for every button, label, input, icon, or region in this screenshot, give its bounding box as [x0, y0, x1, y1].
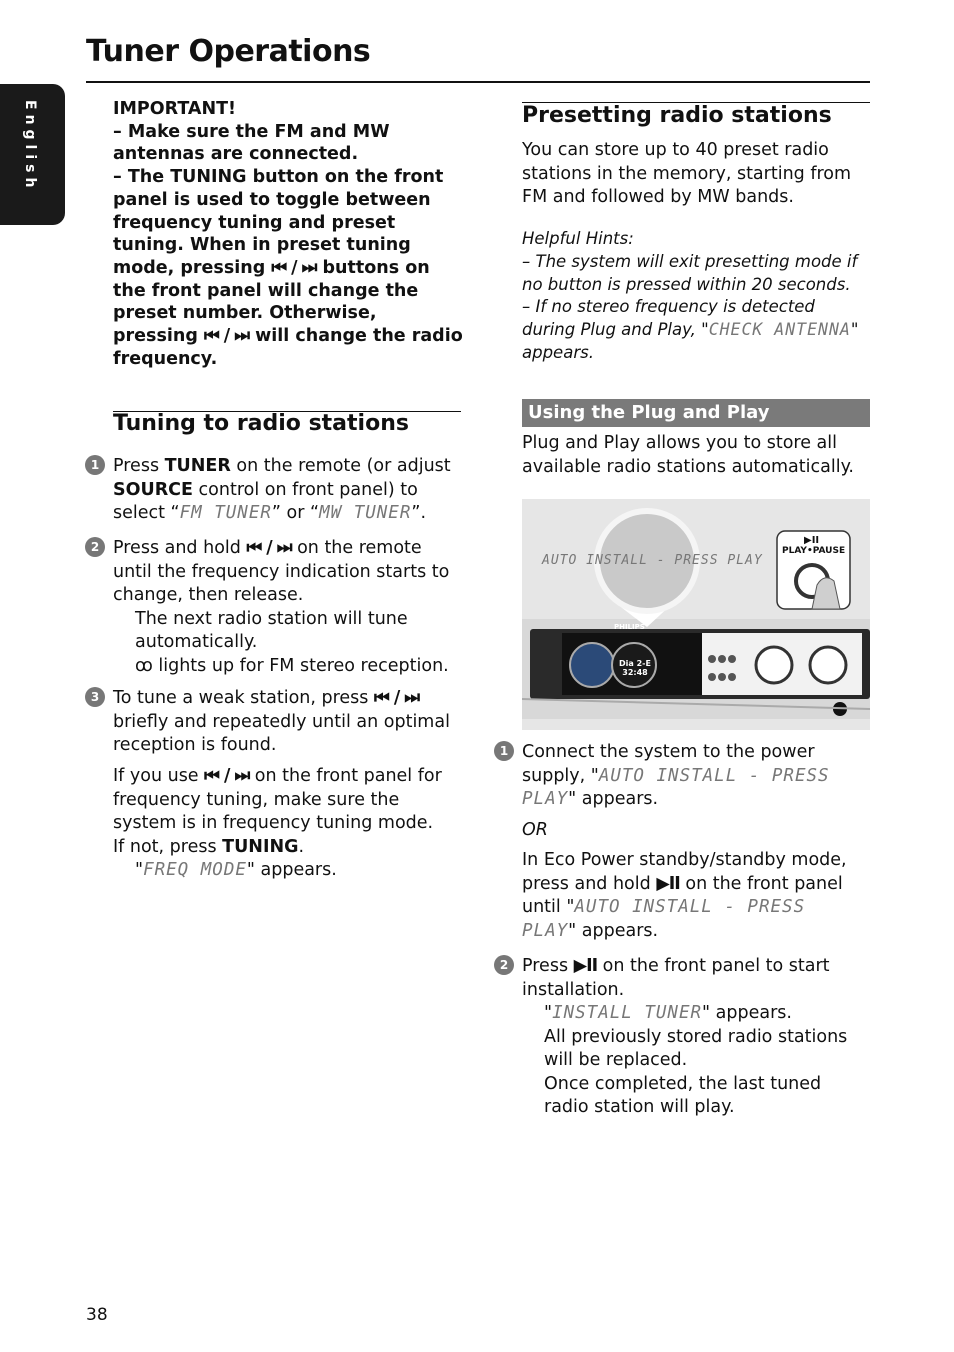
important-heading: IMPORTANT!: [113, 99, 237, 119]
tuning-note: If you use ⏮ / ⏭ on the front panel for frequency tuning, make sure the system is in frequency tuning mode. If not, press TUNING. "FREQ MODE" appears.: [113, 766, 442, 880]
section-title-tuning: Tuning to radio stations: [113, 411, 409, 436]
illustration-display-text: AUTO INSTALL - PRESS PLAY: [542, 553, 763, 568]
tuning-step-1: Press TUNER on the remote (or adjust SOURCE control on front panel) to select “FM TUNER” or “MW TUNER”.: [113, 456, 451, 523]
title-divider: [86, 81, 870, 83]
important-note: [113, 98, 463, 370]
eco-power-note: In Eco Power standby/standby mode, press and hold ▶II on the front panel until "AUTO INSTALL - PRESS PLAY" appears.: [522, 850, 847, 941]
helpful-hints: Helpful Hints: – The system will exit presetting mode if no button is pressed within 20 seconds. – If no stereo frequency is detected during Plug and Play, "CHECK ANTENNA" appears.: [522, 229, 859, 362]
prev-next-icon: ⏮ / ⏭: [246, 538, 292, 558]
plug-play-step-1: Connect the system to the power supply, "AUTO INSTALL - PRESS PLAY" appears.: [522, 742, 830, 809]
prev-next-icon: ⏮ / ⏭: [204, 766, 250, 786]
clock-display: Dia 2-E 32:48: [619, 659, 651, 677]
important-line1: – Make sure the FM and MW antennas are connected.: [113, 121, 390, 165]
device-illustration: [522, 499, 870, 730]
brand-logo: PHILIPS: [614, 623, 645, 631]
tuning-step-2: Press and hold ⏮ / ⏭ on the remote until the frequency indication starts to change, then release. The next radio station will tune automatically. ꝏ lights up for FM stereo reception.: [113, 537, 458, 678]
plug-and-play-banner: Using the Plug and Play: [522, 399, 870, 427]
section-title-presetting: Presetting radio stations: [522, 103, 832, 128]
or-label: OR: [522, 820, 548, 840]
prev-next-icon: ⏮ / ⏭: [203, 326, 250, 347]
stereo-indicator-note: ꝏ lights up for FM stereo reception.: [135, 655, 449, 676]
prev-next-icon: ⏮ / ⏭: [373, 688, 420, 708]
presetting-body: You can store up to 40 preset radio stations in the memory, starting from FM and followed by MW bands.: [522, 140, 852, 207]
tuning-step-3: To tune a weak station, press ⏮ / ⏭ briefly and repeatedly until an optimal reception is found.: [113, 688, 450, 755]
language-tab-label: English: [22, 100, 38, 193]
page-title: Tuner Operations: [86, 34, 371, 69]
step-number: 1: [494, 741, 514, 761]
step-number: 2: [85, 537, 105, 557]
play-pause-label: PLAY•PAUSE: [782, 546, 846, 556]
prev-next-icon: ⏮ / ⏭: [271, 257, 317, 278]
important-line2: – The TUNING button on the front panel is used to toggle between frequency tuning and preset tuning. When in preset tuning mode, pressing ⏮ / ⏭ buttons on the front panel will change the preset number. Otherwise, pressing ⏮ / ⏭ will change the radio frequency.: [113, 167, 463, 369]
step-number: 2: [494, 955, 514, 975]
plug-play-step-2: Press ▶II on the front panel to start installation. "INSTALL TUNER" appears. All previously stored radio stations will be replaced. Once completed, the last tuned radio station will play.: [522, 956, 848, 1117]
plug-and-play-intro: Plug and Play allows you to store all available radio stations automatically.: [522, 433, 854, 477]
step-number: 3: [85, 687, 105, 707]
play-pause-icon: ▶II: [656, 873, 680, 894]
step-number: 1: [85, 455, 105, 475]
play-pause-icon: ▶II: [573, 956, 598, 976]
play-pause-icon: ▶II: [804, 535, 820, 546]
page-number: 38: [86, 1305, 108, 1325]
